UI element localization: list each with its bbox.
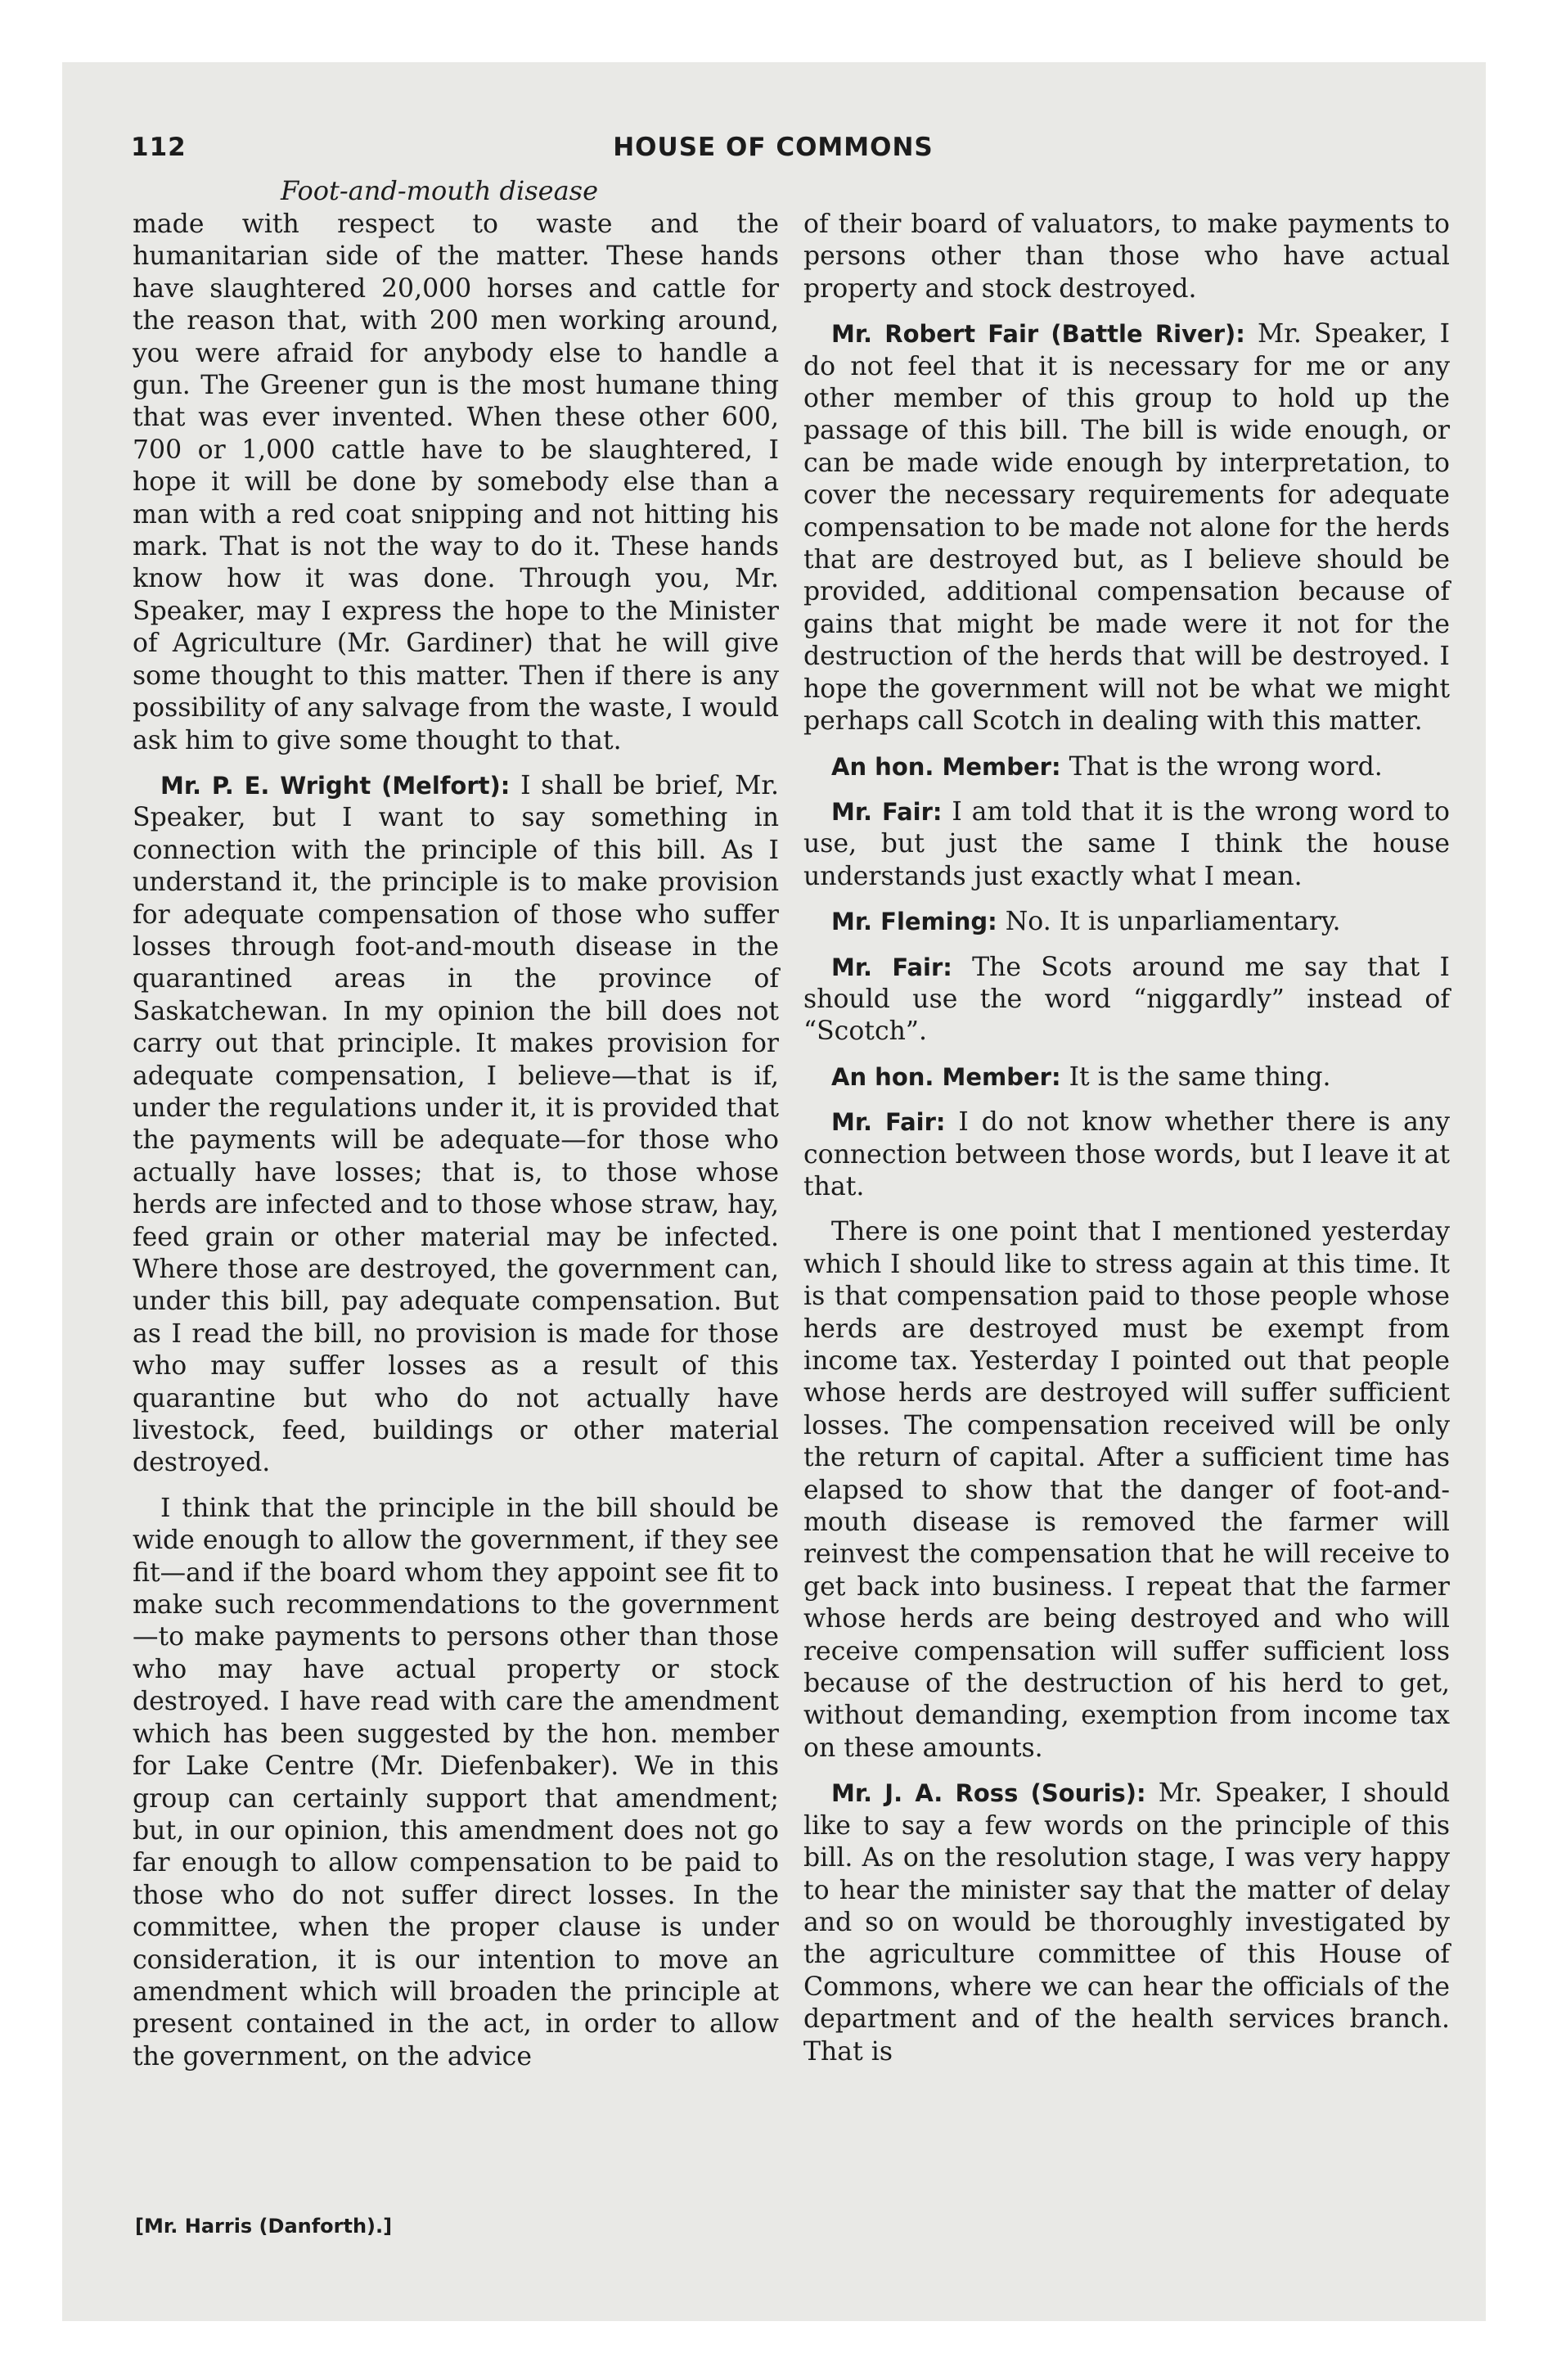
footer-speaker-note: [Mr. Harris (Danforth).] xyxy=(135,2215,393,2238)
speech xyxy=(803,1107,1450,1203)
speaker-name: Mr. Fleming: xyxy=(831,908,997,936)
paragraph-text: of their board of valuators, to make payments to persons other than those who have actual property and stock destroyed. xyxy=(803,210,1450,304)
speech xyxy=(803,796,1450,893)
subject-heading: Foot-and-mouth disease xyxy=(281,175,599,206)
paragraph-text: made with respect to waste and the humanitarian side of the matter. These hands have slaughtered 20,000 horses and cattle for the reason that, with 200 men working around, you were afraid for anybody else to handle a gun. The Greener gun is the most humane thing that was ever invented. When these other 600, 700 or 1,000 cattle have to be slaughtered, I hope it will be done by somebody else than a man with a red coat snipping and not hitting his mark. That is not the way to do it. These hands know how it was done. Through you, Mr. Speaker, may I express the hope to the Minister of Agriculture (Mr. Gardiner) that he will give some thought to this matter. Then if there is any possibility of any salvage from the waste, I would ask him to give some thought to that. xyxy=(133,210,779,755)
speaker-name: Mr. Robert Fair (Battle River): xyxy=(831,320,1245,349)
speaker-name: An hon. Member: xyxy=(831,1062,1061,1091)
paragraph-text: I think that the principle in the bill should be wide enough to allow the government, if they see fit—and if the board whom they appoint see fit to make such recommendations to the government—to make payments to persons other than those who may have actual property or stock destroyed. I have read with care the amendment which has been suggested by the hon. member for Lake Centre (Mr. Diefenbaker). We in this group can certainly support that amendment; but, in our opinion, this amendment does not go far enough to allow compensation to be paid to those who do not suffer direct losses. In the committee, when the proper clause is under consideration, it is our intention to move an amendment which will broaden the principle at present contained in the act, in order to allow the government, on the advice xyxy=(133,1493,779,2071)
paragraph-text: There is one point that I mentioned yesterday which I should like to stress again at this time. It is that compensation paid to those people whose herds are destroyed must be exempt from income tax. Yesterday I pointed out that people whose herds are destroyed will suffer sufficient losses. The compensation received will be only the return of capital. After a sufficient time has elapsed to show that the danger of foot-and-mouth disease is removed the farmer will reinvest the compensation that he will receive to get back into business. I repeat that the farmer whose herds are being destroyed and who will receive compensation will suffer sufficient loss because of the destruction of his herd to get, without demanding, exemption from income tax on these amounts. xyxy=(803,1217,1450,1763)
speech-text: I am told that it is the wrong word to use, but just the same I think the house understands just exactly what I mean. xyxy=(803,796,1450,891)
paragraph xyxy=(803,1216,1450,1765)
speaker-name: Mr. Fair: xyxy=(831,953,952,981)
speech xyxy=(803,1062,1450,1093)
speech-text: I shall be brief, Mr. Speaker, but I want to say something in connection with the principle of this bill. As I understand it, the principle is to make provision for adequate compensation of those who suffer losses through foot-and-mouth disease in the quarantined areas in the province of Saskatchewan. In my opinion the bill does not carry out that principle. It makes provision for adequate compensation, I believe—that is if, under the regulations under it, it is provided that the payments will be adequate—for those who actually have losses; that is, to those whose herds are infected and to those whose straw, hay, feed grain or other material may be infected. Where those are destroyed, the government can, under this bill, pay adequate compensation. But as I read the bill, no provision is made for those who may suffer losses as a result of this quarantine but who do not actually have livestock, feed, buildings or other material destroyed. xyxy=(133,770,779,1478)
page-number: 112 xyxy=(131,133,187,162)
speech-text: Mr. Speaker, I should like to say a few words on the principle of this bill. As on the resolution stage, I was very happy to hear the minister say that the matter of delay and so on would be thoroughly investigated by the agriculture committee of this House of Commons, where we can hear the officials of the department and of the health services branch. That is xyxy=(803,1778,1451,2067)
paragraph xyxy=(133,1493,779,2073)
speech xyxy=(803,318,1450,737)
speech xyxy=(803,952,1450,1048)
journal-title: HOUSE OF COMMONS xyxy=(613,133,934,162)
speech xyxy=(803,906,1450,938)
paragraph xyxy=(803,209,1450,305)
speech-text: The Scots around me say that I should use the word “niggardly” instead of “Scotch”. xyxy=(803,952,1450,1047)
speaker-name: Mr. Fair: xyxy=(831,797,943,826)
speech-text: Mr. Speaker, I do not feel that it is necessary for me or any other member of this group to hold up the passage of this bill. The bill is wide enough, or can be made wide enough by interpretation, to cover the necessary requirements for adequate compensation to be made not alone for the herds that are destroyed but, as I believe should be provided, additional compensation because of gains that might be made were it not for the destruction of the herds that will be destroyed. I hope the government will not be what we might perhaps call Scotch in dealing with this matter. xyxy=(803,319,1451,737)
speech-text: It is the same thing. xyxy=(1069,1062,1331,1092)
left-column xyxy=(133,209,779,2086)
paragraph xyxy=(133,209,779,757)
speaker-name: An hon. Member: xyxy=(831,752,1061,781)
page-header xyxy=(131,133,1415,169)
speech xyxy=(803,1778,1450,2068)
speech-text: That is the wrong word. xyxy=(1069,751,1383,782)
speaker-name: Mr. Fair: xyxy=(831,1108,946,1137)
speech-text: No. It is unparliamentary. xyxy=(1005,907,1341,937)
speaker-name: Mr. J. A. Ross (Souris): xyxy=(831,1779,1146,1808)
speech xyxy=(803,751,1450,783)
speaker-name: Mr. P. E. Wright (Melfort): xyxy=(160,771,511,800)
right-column xyxy=(803,209,1450,2081)
speech-text: I do not know whether there is any connection between those words, but I leave it at that. xyxy=(803,1107,1450,1201)
speech xyxy=(133,770,779,1480)
